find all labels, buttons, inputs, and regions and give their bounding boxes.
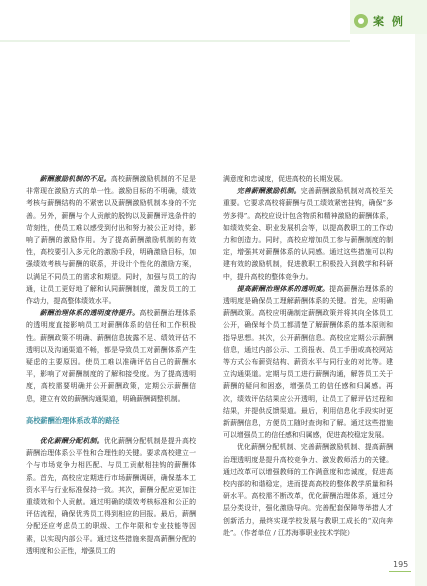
- paragraph: [223, 173, 393, 185]
- header-divider: [0, 40, 350, 42]
- section-label: 案 例: [373, 15, 405, 28]
- page-number: 195: [393, 560, 409, 569]
- paragraph: [26, 173, 196, 307]
- paragraph: [26, 307, 196, 405]
- paragraph-text: 完善薪酬激励机制对高校至关重要。它要求高校将薪酬与员工绩效紧密挂钩，确保“多劳多得”。高校应设计包含物质和精神激励的薪酬体系，如绩效奖金、职业发展机会等，以提高教职工的工作动力和创造力。同时，高校应增加员工参与薪酬制度的制定，增强其对薪酬体系的认同感。通过这些措施可以构建有效的激励机制，促进教职工积极投入到教学和科研中，提升高校的整体竞争力。: [223, 187, 394, 281]
- paragraph-text: 提高薪酬治理体系的透明度是确保员工理解薪酬体系的关键。首先，应明确薪酬政策。高校应明确制定薪酬政策并将其向全体员工公开，确保每个员工都清楚了解薪酬体系的基本原则和指导思想。其次，公开薪酬信息。高校应定期公示薪酬信息，通过内部公示、工资报表、员工手册或高校网站等方式公布薪资结构、薪资水平与同行业的对比等。建立沟通渠道。定期与员工进行薪酬沟通，解答员工关于薪酬的疑问和困惑，增强员工的信任感和归属感。再次，绩效评估结果应公开透明，让员工了解评估过程和结果，并提供反馈渠道。最后，利用信息化手段实时更新薪酬信息，方便员工随时查询和了解。通过这些措施可以增强员工的信任感和归属感，促进高校稳定发展。: [223, 284, 394, 440]
- paragraph-text: 高校薪酬治理体系的透明度直接影响员工对薪酬体系的信任和工作积极性。薪酬政策不明确、薪酬信息披露不足、绩效评估不透明以及沟通渠道不畅，都是导致员工对薪酬体系产生疑虑的主要原因。使员工难以准确评估自己的薪酬水平，影响了对薪酬制度的了解和接受度。为了提高透明度，高校需要明确并公开薪酬政策，定期公示薪酬信息，建立有效的薪酬沟通渠道，明确薪酬调整机制。: [26, 309, 197, 403]
- paragraph-lead: 提高薪酬治理体系的透明度。: [236, 284, 330, 293]
- footer-rule: [389, 571, 411, 572]
- paragraph-text: 高校薪酬激励机制的不足是非常现在激励方式的单一性。激励目标的不明确，绩效考核与薪酬结构的不紧密以及薪酬激励机制本身的不完善。另外，薪酬与个人贡献的脱钩以及薪酬评选条件的苛刻性，使员工难以感受到付出和努力被公正对待，影响了薪酬的激励作用。为了提高薪酬激励机制的有效性，高校要引入多元化的激励手段，明确激励目标，加强绩效考核与薪酬的联系，并设计个性化的激励方案，以满足不同员工的需求和期望。同时，加强与员工的沟通，让员工更好地了解和认同薪酬制度，激发员工的工作动力，提高整体绩效水平。: [26, 175, 197, 306]
- side-margin-strip: [415, 34, 427, 586]
- right-column: [223, 173, 393, 539]
- paragraph-text: 优化薪酬分配机制是提升高校薪酬治理体系公平性和合理性的关键。要求高校建立一个与市场竞争力相匹配、与员工贡献相挂钩的薪酬体系。首先，高校应定期进行市场薪酬调研，确保基本工资水平与行业标准保持一致。其次，薪酬分配应更加注重绩效和个人贡献。通过明确的绩效考核标准和公正的评估流程，确保优秀员工得到相应的回报。最后，薪酬分配还应考虑员工的职级、工作年限和专业技能等因素，以实现内部公平。通过这些措施来提高薪酬分配的透明度和公正性，增强员工的: [26, 437, 197, 555]
- paragraph: [223, 283, 393, 442]
- paragraph-lead: 优化薪酬分配机制。: [39, 437, 104, 446]
- paragraph-lead: 薪酬治理体系的透明度待提升。: [39, 309, 140, 318]
- paragraph: [26, 435, 196, 557]
- section-heading: 高校薪酬治理体系改革的路径: [26, 415, 120, 425]
- paragraph-lead: 完善薪酬激励机制。: [236, 187, 301, 196]
- paragraph: [223, 185, 393, 283]
- paragraph-text: 优化薪酬分配机制、完善薪酬激励机制、提高薪酬治理透明度是提升高校竞争力、激发教师活力的关键。通过改革可以增强教师的工作满意度和忠诚度，促进高校内部的和谐稳定，进而提高高校的整体教学质量和科研水平。高校需不断改革，优化薪酬治理体系，通过分层分类设计，强化激励导向。完善配套保障等举措人才创新活力，最终实现学校发展与教职工成长的“双向奔赴”。（作者单位 / 江苏海事职业技术学院）: [223, 443, 393, 537]
- paragraph-text: 满意度和忠诚度，促进高校的长期发展。: [223, 175, 348, 183]
- leaf-icon: [354, 14, 368, 28]
- paragraph: [223, 441, 393, 539]
- left-column: [26, 173, 196, 557]
- paragraph-lead: 薪酬激励机制的不足。: [39, 175, 111, 183]
